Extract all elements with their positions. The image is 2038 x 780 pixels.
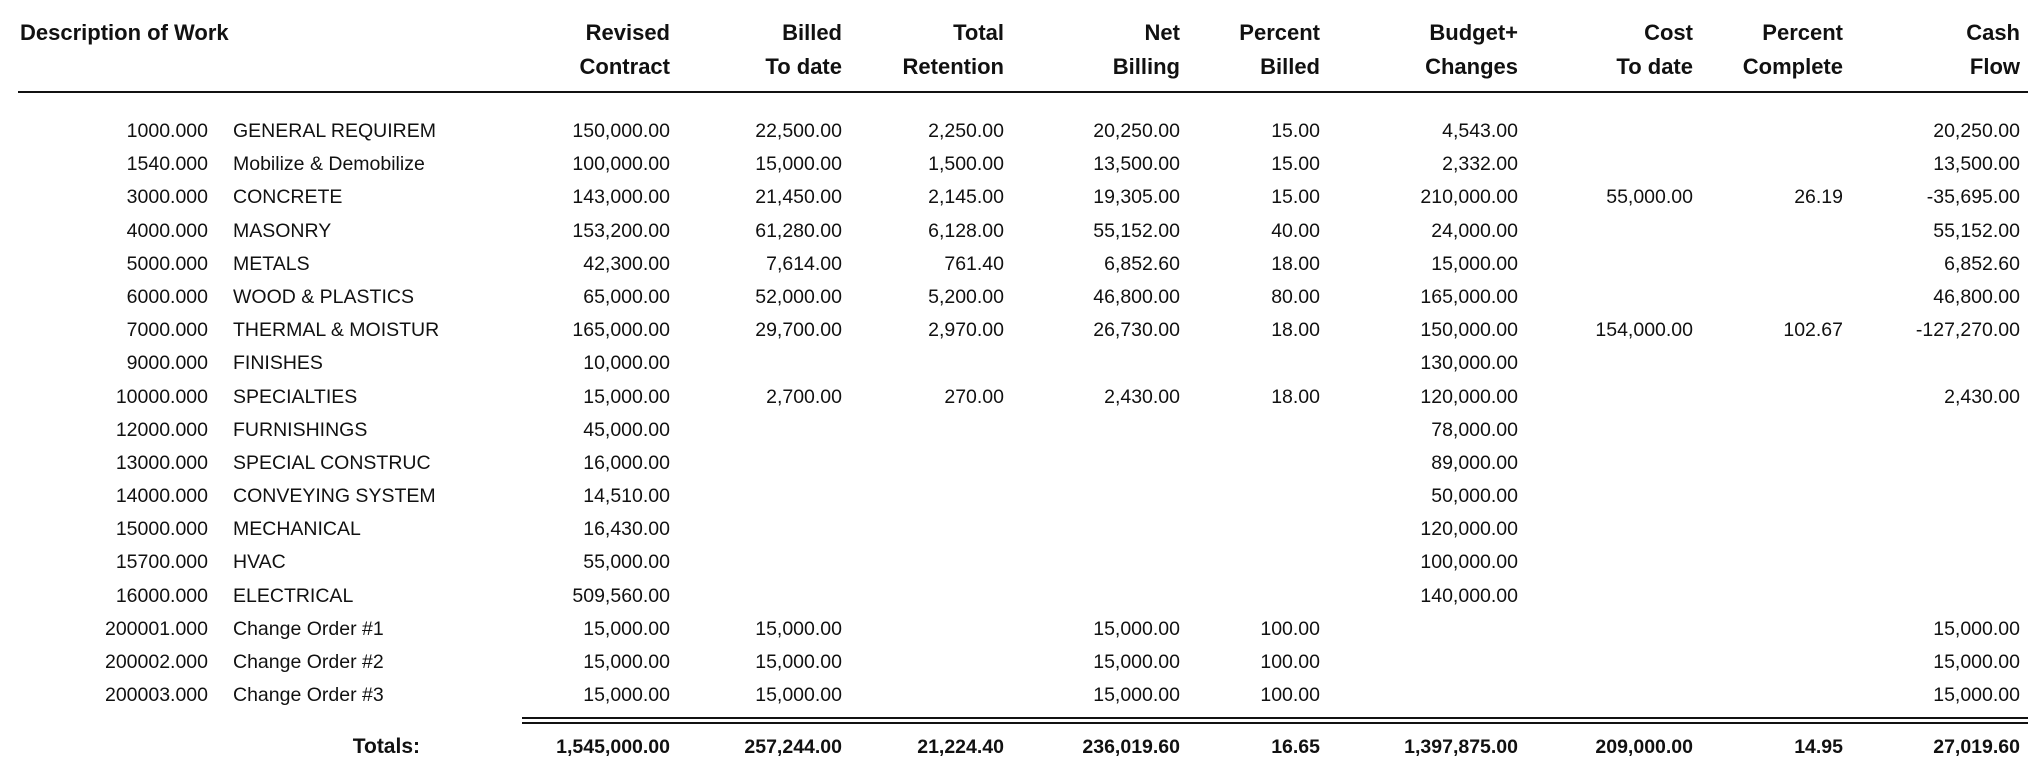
percent-billed: 100.00 [1260,651,1320,673]
table-row [0,313,2038,347]
billed-to-date: 52,000.00 [755,286,842,308]
revised-contract: 143,000.00 [572,186,670,208]
table-row [0,413,2038,447]
budget-changes: 89,000.00 [1431,452,1518,474]
revised-contract: 55,000.00 [583,551,670,573]
budget-changes: 140,000.00 [1420,585,1518,607]
percent-billed: 15.00 [1271,186,1320,208]
cost-to-date: 55,000.00 [1606,186,1693,208]
net-billing: 15,000.00 [1093,618,1180,640]
percent-billed: 18.00 [1271,386,1320,408]
table-row [0,346,2038,380]
revised-contract: 15,000.00 [583,651,670,673]
cash-flow: 6,852.60 [1944,253,2020,275]
work-description: HVAC [233,551,286,573]
work-description: CONVEYING SYSTEM [233,485,436,507]
percent-complete: 26.19 [1794,186,1843,208]
totals-rule-bottom [522,722,2028,724]
work-description: Change Order #2 [233,651,384,673]
net-billing: 6,852.60 [1104,253,1180,275]
header-total-retention: Total Retention [902,20,1004,79]
billed-to-date: 61,280.00 [755,220,842,242]
total-retention: 6,128.00 [928,220,1004,242]
cost-code: 7000.000 [126,319,208,341]
cost-code: 12000.000 [115,419,208,441]
total-retention: 2,145.00 [928,186,1004,208]
work-description: MECHANICAL [233,518,361,540]
total-retention: 761.40 [944,253,1004,275]
cost-code: 15000.000 [115,518,208,540]
billed-to-date: 22,500.00 [755,120,842,142]
work-description: THERMAL & MOISTUR [233,319,440,341]
revised-contract: 45,000.00 [583,419,670,441]
percent-billed: 15.00 [1271,153,1320,175]
budget-changes: 130,000.00 [1420,352,1518,374]
total-retention: 2,970.00 [928,319,1004,341]
net-billing: 13,500.00 [1093,153,1180,175]
budget-changes: 50,000.00 [1431,485,1518,507]
total-billed-to-date: 257,244.00 [744,736,842,758]
table-row [0,612,2038,646]
revised-contract: 42,300.00 [583,253,670,275]
net-billing: 19,305.00 [1093,186,1180,208]
table-row [0,114,2038,148]
total-retention-sum: 21,224.40 [917,736,1004,758]
cost-code: 4000.000 [126,220,208,242]
totals-row [0,730,2038,764]
work-description: Change Order #1 [233,618,384,640]
budget-changes: 120,000.00 [1420,386,1518,408]
total-retention: 1,500.00 [928,153,1004,175]
budget-changes: 150,000.00 [1420,319,1518,341]
revised-contract: 15,000.00 [583,386,670,408]
total-cost-to-date: 209,000.00 [1595,736,1693,758]
header-billed-to-date: Billed To date [765,20,842,79]
work-description: WOOD & PLASTICS [233,286,414,308]
table-row [0,645,2038,679]
totals-label: Totals: [352,735,420,758]
revised-contract: 153,200.00 [572,220,670,242]
percent-billed: 100.00 [1260,618,1320,640]
total-retention: 5,200.00 [928,286,1004,308]
billed-to-date: 15,000.00 [755,618,842,640]
net-billing: 55,152.00 [1093,220,1180,242]
cost-code: 10000.000 [115,386,208,408]
billed-to-date: 2,700.00 [766,386,842,408]
percent-billed: 15.00 [1271,120,1320,142]
revised-contract: 150,000.00 [572,120,670,142]
cash-flow: 55,152.00 [1933,220,2020,242]
work-description: CONCRETE [233,186,343,208]
cost-code: 200002.000 [104,651,208,673]
cost-code: 16000.000 [115,585,208,607]
table-row [0,579,2038,613]
cost-to-date: 154,000.00 [1595,319,1693,341]
cost-code: 1540.000 [126,153,208,175]
revised-contract: 100,000.00 [572,153,670,175]
billed-to-date: 21,450.00 [755,186,842,208]
work-description: GENERAL REQUIREM [233,120,436,142]
cost-code: 200003.000 [104,684,208,706]
work-description: SPECIAL CONSTRUC [233,452,431,474]
work-description: METALS [233,253,310,275]
cost-code: 200001.000 [104,618,208,640]
budget-changes: 24,000.00 [1431,220,1518,242]
cost-code: 14000.000 [115,485,208,507]
revised-contract: 10,000.00 [583,352,670,374]
budget-changes: 100,000.00 [1420,551,1518,573]
net-billing: 15,000.00 [1093,651,1180,673]
cost-code: 6000.000 [126,286,208,308]
percent-complete: 102.67 [1783,319,1843,341]
total-percent-complete: 14.95 [1794,736,1843,758]
total-percent-billed: 16.65 [1271,736,1320,758]
net-billing: 2,430.00 [1104,386,1180,408]
header-rule [18,91,2028,93]
percent-billed: 18.00 [1271,319,1320,341]
work-description: Mobilize & Demobilize [233,153,425,175]
revised-contract: 165,000.00 [572,319,670,341]
net-billing: 15,000.00 [1093,684,1180,706]
total-budget-changes: 1,397,875.00 [1404,736,1518,758]
table-row [0,147,2038,181]
cost-code: 15700.000 [115,551,208,573]
table-row [0,678,2038,712]
work-description: Change Order #3 [233,684,384,706]
table-row [0,247,2038,281]
net-billing: 46,800.00 [1093,286,1180,308]
total-revised-contract: 1,545,000.00 [556,736,670,758]
table-row [0,280,2038,314]
header-revised-contract: Revised Contract [579,20,670,79]
header-description: Description of Work [20,20,229,45]
table-row [0,446,2038,480]
table-row [0,479,2038,513]
work-description: FINISHES [233,352,323,374]
net-billing: 26,730.00 [1093,319,1180,341]
billed-to-date: 15,000.00 [755,684,842,706]
table-row [0,545,2038,579]
percent-billed: 18.00 [1271,253,1320,275]
cost-code: 1000.000 [126,120,208,142]
cash-flow: 20,250.00 [1933,120,2020,142]
header-budget-changes: Budget+ Changes [1425,20,1518,79]
budget-changes: 78,000.00 [1431,419,1518,441]
percent-billed: 80.00 [1271,286,1320,308]
totals-rule-top [522,717,2028,719]
work-description: ELECTRICAL [233,585,354,607]
cost-code: 3000.000 [126,186,208,208]
budget-changes: 120,000.00 [1420,518,1518,540]
cash-flow: -35,695.00 [1926,186,2020,208]
header-cash-flow: Cash Flow [1966,20,2020,79]
cash-flow: -127,270.00 [1915,319,2020,341]
revised-contract: 15,000.00 [583,684,670,706]
cost-code: 5000.000 [126,253,208,275]
budget-changes: 4,543.00 [1442,120,1518,142]
cash-flow: 13,500.00 [1933,153,2020,175]
billed-to-date: 7,614.00 [766,253,842,275]
header-percent-complete: Percent Complete [1742,20,1843,79]
cash-flow: 2,430.00 [1944,386,2020,408]
cash-flow: 15,000.00 [1933,684,2020,706]
total-retention: 2,250.00 [928,120,1004,142]
total-net-billing: 236,019.60 [1082,736,1180,758]
revised-contract: 65,000.00 [583,286,670,308]
cost-code: 13000.000 [115,452,208,474]
cash-flow: 15,000.00 [1933,651,2020,673]
budget-changes: 15,000.00 [1431,253,1518,275]
billed-to-date: 29,700.00 [755,319,842,341]
revised-contract: 16,430.00 [583,518,670,540]
cash-flow: 15,000.00 [1933,618,2020,640]
revised-contract: 14,510.00 [583,485,670,507]
cost-code: 9000.000 [126,352,208,374]
budget-changes: 210,000.00 [1420,186,1518,208]
percent-billed: 100.00 [1260,684,1320,706]
revised-contract: 509,560.00 [572,585,670,607]
billed-to-date: 15,000.00 [755,651,842,673]
billed-to-date: 15,000.00 [755,153,842,175]
revised-contract: 16,000.00 [583,452,670,474]
total-retention: 270.00 [944,386,1004,408]
table-row [0,380,2038,414]
percent-billed: 40.00 [1271,220,1320,242]
budget-changes: 165,000.00 [1420,286,1518,308]
work-description: SPECIALTIES [233,386,358,408]
header-cost-to-date: Cost To date [1616,20,1693,79]
revised-contract: 15,000.00 [583,618,670,640]
net-billing: 20,250.00 [1093,120,1180,142]
table-row [0,180,2038,214]
table-row [0,214,2038,248]
header-percent-billed: Percent Billed [1239,20,1320,79]
budget-changes: 2,332.00 [1442,153,1518,175]
header-net-billing: Net Billing [1112,20,1180,79]
work-description: MASONRY [233,220,332,242]
cash-flow: 46,800.00 [1933,286,2020,308]
work-description: FURNISHINGS [233,419,368,441]
table-row [0,512,2038,546]
total-cash-flow: 27,019.60 [1933,736,2020,758]
